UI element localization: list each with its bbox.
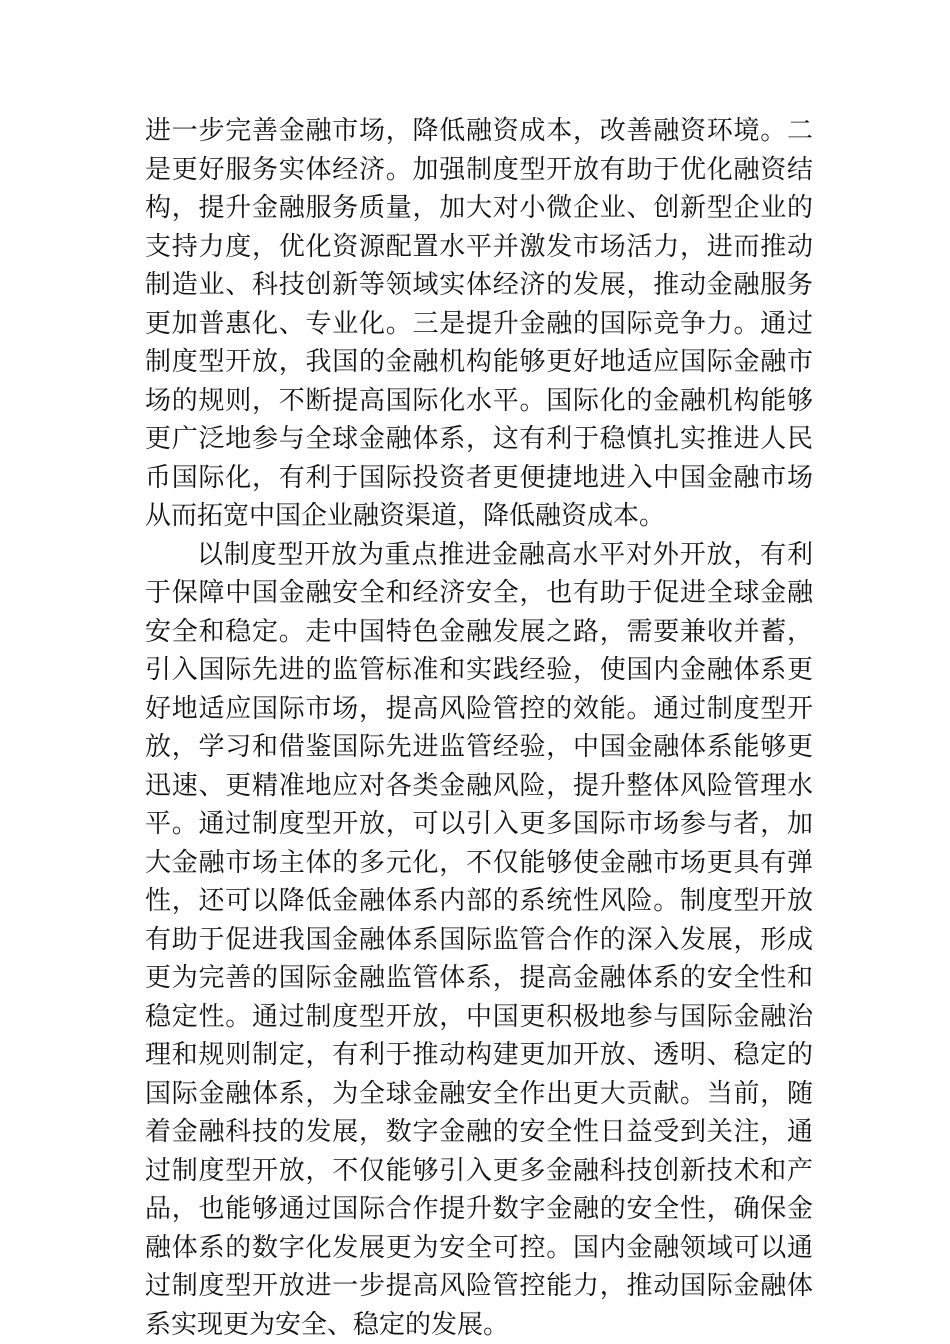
text-line: 大金融市场主体的多元化，不仅能够使金融市场更具有弹 (145, 847, 813, 878)
text-line: 更为完善的国际金融监管体系，提高金融体系的安全性和 (145, 963, 813, 993)
text-line: 以制度型开放为重点推进金融高水平对外开放，有利 (197, 539, 813, 570)
text-line: 着金融科技的发展，数字金融的安全性日益受到关注，通 (145, 1117, 813, 1147)
text-line: 放，学习和借鉴国际先进监管经验，中国金融体系能够更 (145, 732, 813, 762)
text-line: 是更好服务实体经济。加强制度型开放有助于优化融资结 (145, 154, 813, 185)
text-line: 过制度型开放，不仅能够引入更多金融科技创新技术和产 (145, 1155, 813, 1186)
text-line: 安全和稳定。走中国特色金融发展之路，需要兼收并蓄， (145, 616, 813, 647)
text-line: 国际金融体系，为全球金融安全作出更大贡献。当前，随 (145, 1078, 813, 1109)
text-line: 制度型开放，我国的金融机构能够更好地适应国际金融市 (145, 347, 813, 377)
text-line: 币国际化，有利于国际投资者更便捷地进入中国金融市场 (145, 462, 813, 493)
text-line: 好地适应国际市场，提高风险管控的效能。通过制度型开 (145, 693, 813, 724)
text-line: 支持力度，优化资源配置水平并激发市场活力，进而推动 (145, 231, 813, 262)
text-line: 平。通过制度型开放，可以引入更多国际市场参与者，加 (145, 809, 813, 839)
text-line: 制造业、科技创新等领域实体经济的发展，推动金融服务 (145, 270, 813, 300)
text-line: 过制度型开放进一步提高风险管控能力，推动国际金融体 (145, 1271, 813, 1301)
body-text (145, 112, 813, 1344)
text-line: 性，还可以降低金融体系内部的系统性风险。制度型开放 (145, 886, 813, 916)
text-line: 稳定性。通过制度型开放，中国更积极地参与国际金融治 (145, 1001, 813, 1032)
text-line: 构，提升金融服务质量，加大对小微企业、创新型企业的 (145, 193, 813, 223)
text-line: 有助于促进我国金融体系国际监管合作的深入发展，形成 (145, 924, 813, 955)
text-line: 融体系的数字化发展更为安全可控。国内金融领域可以通 (145, 1232, 813, 1263)
text-line: 于保障中国金融安全和经济安全，也有助于促进全球金融 (145, 578, 813, 608)
text-line: 理和规则制定，有利于推动构建更加开放、透明、稳定的 (145, 1040, 813, 1070)
text-line: 品，也能够通过国际合作提升数字金融的安全性，确保金 (145, 1194, 813, 1224)
text-line: 更加普惠化、专业化。三是提升金融的国际竞争力。通过 (145, 308, 813, 339)
paragraph-2 (145, 536, 813, 1344)
paragraph-1 (145, 112, 813, 536)
text-line: 迅速、更精准地应对各类金融风险，提升整体风险管理水 (145, 770, 813, 801)
text-line: 更广泛地参与全球金融体系，这有利于稳慎扎实推进人民 (145, 424, 813, 454)
text-line: 场的规则，不断提高国际化水平。国际化的金融机构能够 (145, 385, 813, 416)
text-line: 引入国际先进的监管标准和实践经验，使国内金融体系更 (145, 655, 813, 685)
text-line: 从而拓宽中国企业融资渠道，降低融资成本。 (145, 501, 666, 531)
text-line: 进一步完善金融市场，降低融资成本，改善融资环境。二 (145, 116, 813, 146)
text-line: 系实现更为安全、稳定的发展。 (145, 1309, 510, 1340)
